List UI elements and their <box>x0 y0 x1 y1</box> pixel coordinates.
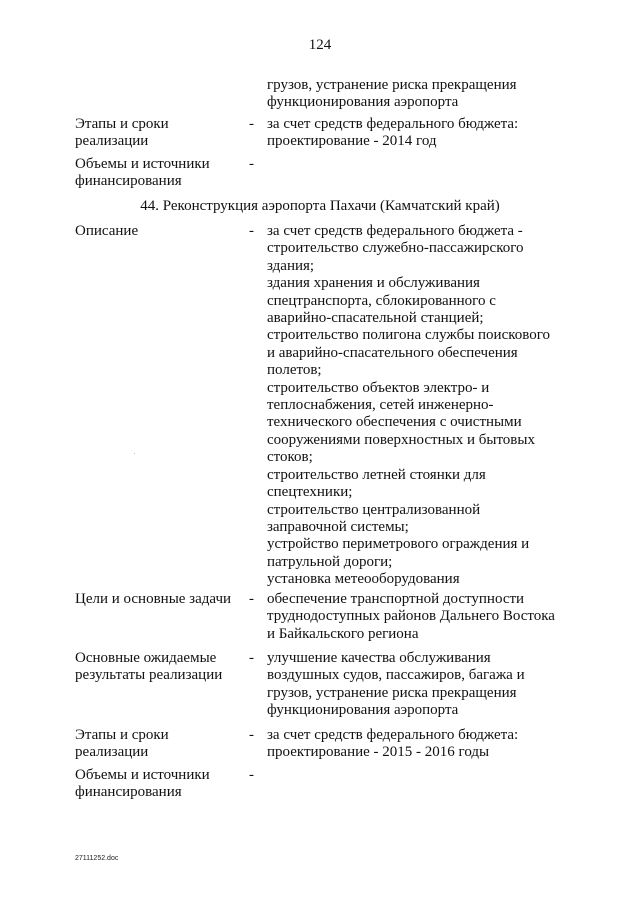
footer-filename: 27111252.doc <box>75 855 119 862</box>
stages-dash: - <box>249 727 254 743</box>
stages-label: Этапы и сроки реализации <box>75 727 169 761</box>
results-value: улучшение качества обслуживания воздушных судов, пассажиров, багажа и грузов, устранение риска прекращения функционирования аэропорта <box>267 650 525 719</box>
description-dash: - <box>249 223 254 239</box>
prev-stages-label: Этапы и сроки реализации <box>75 116 169 150</box>
description-value: за счет средств федерального бюджета - строительство служебно-пассажирского здания; здания хранения и обслуживания спецтранспорта, сблокированного с аварийно-спасательной станцией; строительство полигона службы поискового и аварийно-спасательного обеспечения полетов; строительство объектов электро- и теплоснабжения, сетей инженерно- технического обеспечения с очистными сооружениями поверхностных и бытовых стоков; строительство летней стоянки для спецтехники; строительство централизованной заправочной системы; устройство периметрового ограждения и патрульной дороги; установка метеооборудования <box>267 223 551 588</box>
goals-value: обеспечение транспортной доступности труднодоступных районов Дальнего Востока и Байкальского региона <box>267 591 555 642</box>
funding-label: Объемы и источники финансирования <box>75 767 210 801</box>
stages-value: за счет средств федерального бюджета: проектирование - 2015 - 2016 годы <box>267 727 519 761</box>
prev-funding-dash: - <box>249 156 254 172</box>
goals-dash: - <box>249 591 254 607</box>
goals-label: Цели и основные задачи <box>75 591 232 607</box>
results-dash: - <box>249 650 254 666</box>
continuation-value: грузов, устранение риска прекращения функционирования аэропорта <box>267 77 517 111</box>
funding-dash: - <box>249 767 254 783</box>
page-number: 124 <box>308 37 332 53</box>
prev-stages-value: за счет средств федерального бюджета: проектирование - 2014 год <box>267 116 519 150</box>
section-heading: 44. Реконструкция аэропорта Пахачи (Камчатский край) <box>140 198 500 214</box>
description-label: Описание <box>75 223 139 239</box>
prev-stages-dash: - <box>249 116 254 132</box>
results-label: Основные ожидаемые результаты реализации <box>75 650 223 684</box>
scan-speck <box>134 453 135 454</box>
prev-funding-label: Объемы и источники финансирования <box>75 156 210 190</box>
